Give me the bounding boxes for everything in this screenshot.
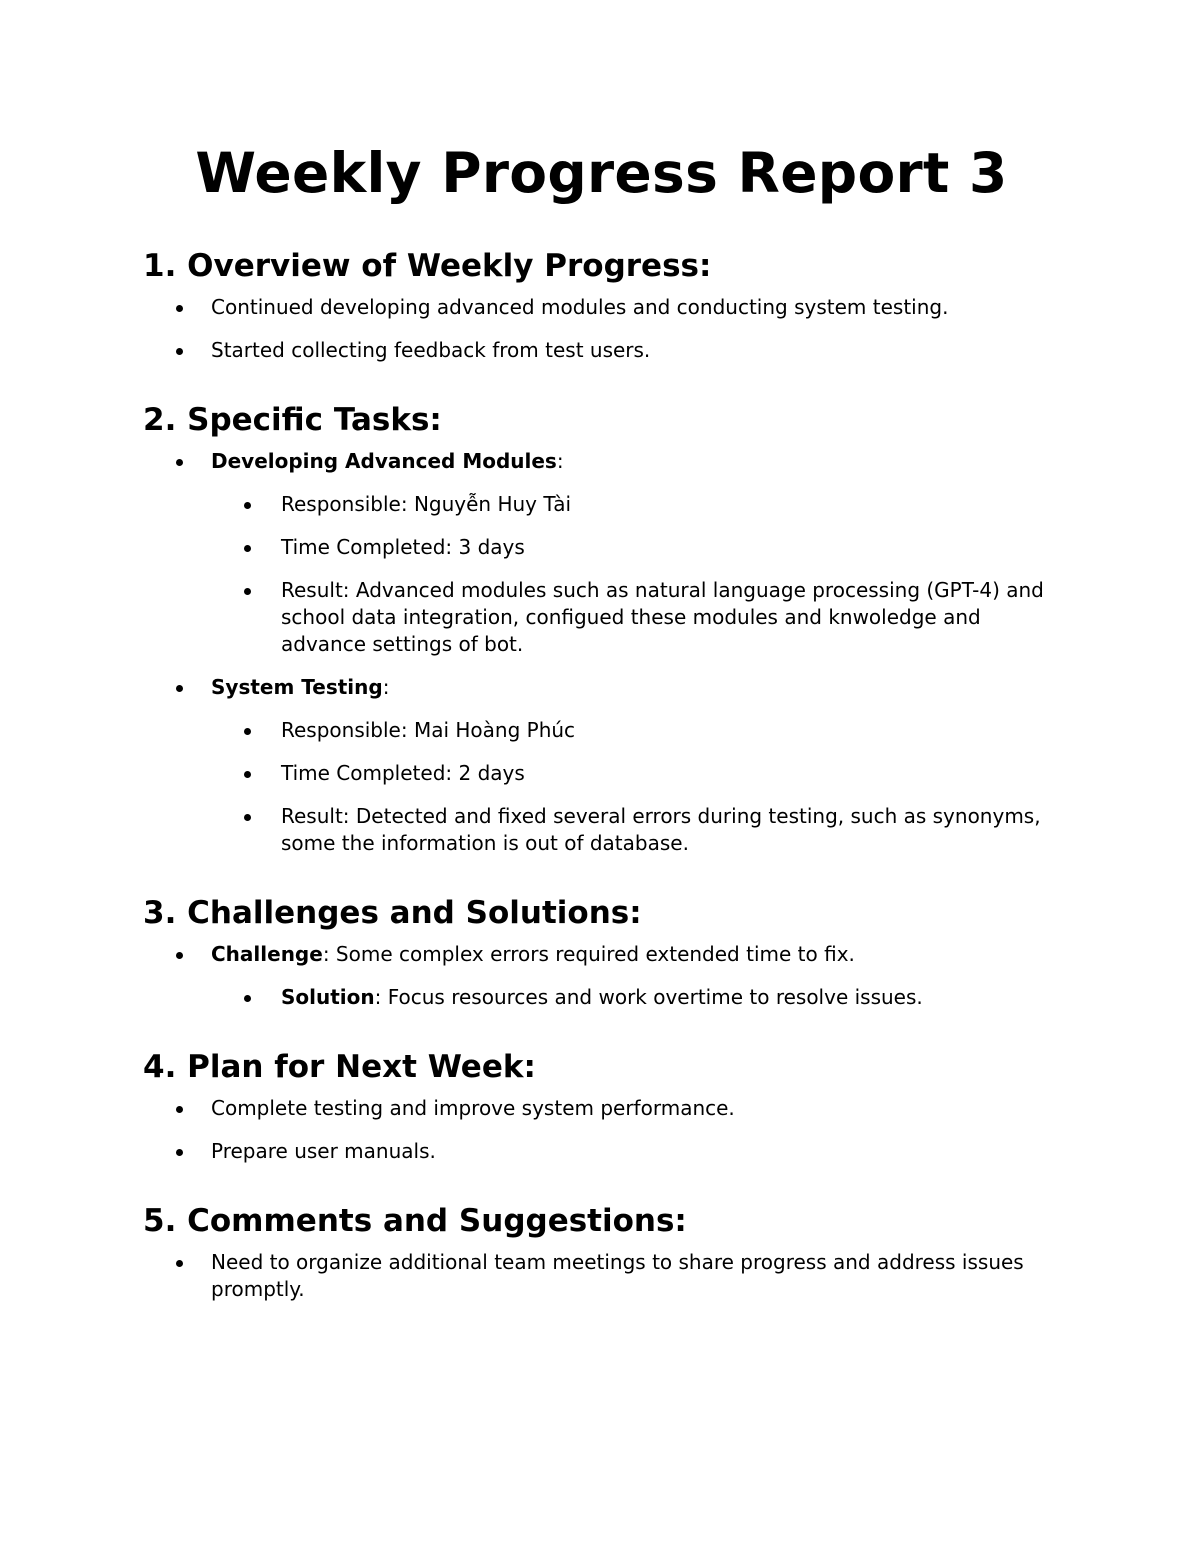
- list-item: Responsible: Nguyễn Huy Tài: [211, 491, 1060, 518]
- list-item: Developing Advanced Modules: Responsible: Nguyễn Huy Tài Time Completed: 3 days Result: Advanced modules such as natural language processing (GPT-4) and school data integration, configued these modules and knwoledge and advance settings of bot.: [143, 448, 1060, 658]
- section-heading: 4. Plan for Next Week:: [143, 1049, 536, 1085]
- list-item: Solution: Focus resources and work overtime to resolve issues.: [211, 984, 1060, 1011]
- section-comments: [143, 1201, 1060, 1303]
- task-name: Developing Advanced Modules: [211, 449, 557, 473]
- task-name: System Testing: [211, 675, 383, 699]
- bullet-icon: [244, 995, 251, 1002]
- list-item: Result: Detected and fixed several errors during testing, such as synonyms, some the information is out of database.: [211, 803, 1060, 857]
- bullet-icon: [176, 1260, 183, 1267]
- list-item: Result: Advanced modules such as natural language processing (GPT-4) and school data integration, configued these modules and knwoledge and advance settings of bot.: [211, 577, 1060, 658]
- list-item: Responsible: Mai Hoàng Phúc: [211, 717, 1060, 744]
- bullet-icon: [176, 348, 183, 355]
- bullet-icon: [176, 1106, 183, 1113]
- section-heading: 3. Challenges and Solutions:: [143, 895, 642, 931]
- list-item: Started collecting feedback from test users.: [143, 337, 1060, 364]
- bullet-list: [143, 294, 1060, 364]
- bullet-icon: [244, 771, 251, 778]
- document-title: Weekly Progress Report 3: [195, 141, 1008, 205]
- list-item: Complete testing and improve system performance.: [143, 1095, 1060, 1122]
- list-item: Time Completed: 2 days: [211, 760, 1060, 787]
- bullet-icon: [176, 459, 183, 466]
- bullet-icon: [244, 502, 251, 509]
- list-item: Time Completed: 3 days: [211, 534, 1060, 561]
- list-item: Continued developing advanced modules and conducting system testing.: [143, 294, 1060, 321]
- section-heading: 2. Specific Tasks:: [143, 402, 442, 438]
- bullet-icon: [176, 1149, 183, 1156]
- section-heading: 5. Comments and Suggestions:: [143, 1203, 687, 1239]
- bullet-icon: [176, 952, 183, 959]
- section-tasks: [143, 400, 1060, 857]
- sub-list: [143, 491, 1060, 658]
- section-plan: [143, 1047, 1060, 1165]
- sub-list: [143, 984, 1060, 1011]
- section-challenges: [143, 893, 1060, 1011]
- bullet-icon: [244, 814, 251, 821]
- bullet-icon: [244, 588, 251, 595]
- challenge-label: Challenge: [211, 942, 323, 966]
- bullet-icon: [176, 305, 183, 312]
- list-item: System Testing: Responsible: Mai Hoàng Phúc Time Completed: 2 days Result: Detected and fixed several errors during testing, such as synonyms, some the information is out of database.: [143, 674, 1060, 857]
- solution-label: Solution: [281, 985, 375, 1009]
- bullet-list: [143, 1249, 1060, 1303]
- list-item: Challenge: Some complex errors required extended time to fix. Solution: Focus resources and work overtime to resolve issues.: [143, 941, 1060, 1011]
- bullet-list: [143, 941, 1060, 1011]
- bullet-list: [143, 448, 1060, 857]
- bullet-list: [143, 1095, 1060, 1165]
- sub-list: [143, 717, 1060, 857]
- list-item: Prepare user manuals.: [143, 1138, 1060, 1165]
- section-heading: 1. Overview of Weekly Progress:: [143, 248, 712, 284]
- section-overview: [143, 246, 1060, 364]
- list-item: Need to organize additional team meetings to share progress and address issues promptly.: [143, 1249, 1060, 1303]
- bullet-icon: [244, 728, 251, 735]
- bullet-icon: [176, 685, 183, 692]
- bullet-icon: [244, 545, 251, 552]
